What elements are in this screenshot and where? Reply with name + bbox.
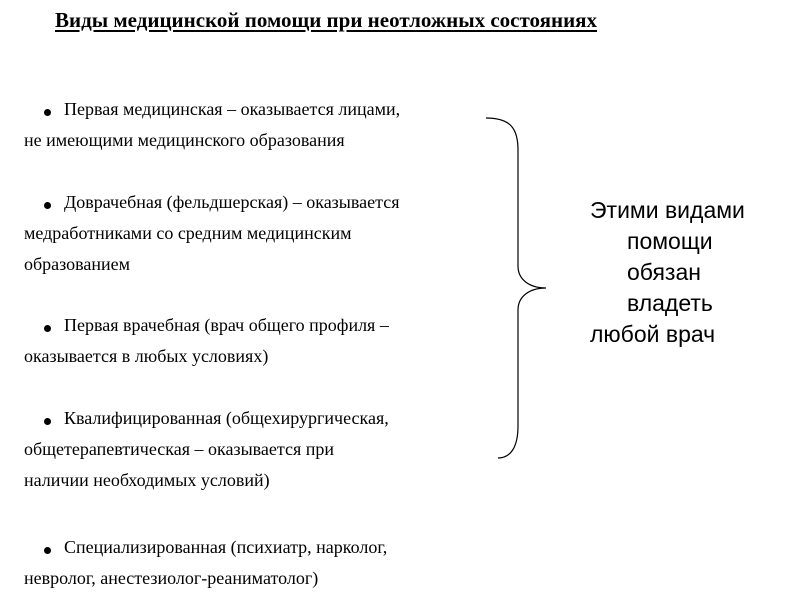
side-note-line: любой врач — [590, 321, 716, 347]
list-item-line: невролог, анестезиолог-реаниматолог) — [24, 568, 319, 588]
side-note-line: обязан — [627, 259, 701, 285]
list-item-line: Доврачебная (фельдшерская) – оказывается — [64, 192, 400, 212]
list-item-line: Специализированная (психиатр, нарколог, — [64, 537, 388, 557]
list-item — [24, 94, 494, 156]
curly-brace-icon — [480, 108, 560, 460]
list-item-line: оказывается в любых условиях) — [24, 346, 269, 366]
list-item-line: Первая медицинская – оказывается лицами, — [64, 99, 401, 119]
side-note-line: Этими видами — [590, 197, 745, 223]
side-note-line: владеть — [627, 290, 713, 316]
list-item — [24, 403, 494, 496]
list-item-line: Квалифицированная (общехирургическая, — [64, 408, 389, 428]
list-item — [24, 532, 494, 594]
list-item-line: общетерапевтическая – оказывается при — [24, 439, 335, 459]
list-item-line: наличии необходимых условий) — [24, 470, 270, 490]
page-title — [55, 6, 755, 34]
list-item — [24, 310, 494, 372]
list-item-line: образованием — [24, 254, 131, 274]
list-item-line: не имеющими медицинского образования — [24, 130, 345, 150]
side-note-line: помощи — [627, 228, 713, 254]
list-item — [24, 187, 494, 280]
list-item-line: медработниками со средним медицинским — [24, 223, 352, 243]
list-item-line: Первая врачебная (врач общего профиля – — [64, 315, 389, 335]
page-title-text: Виды медицинской помощи при неотложных состояниях — [55, 8, 598, 32]
